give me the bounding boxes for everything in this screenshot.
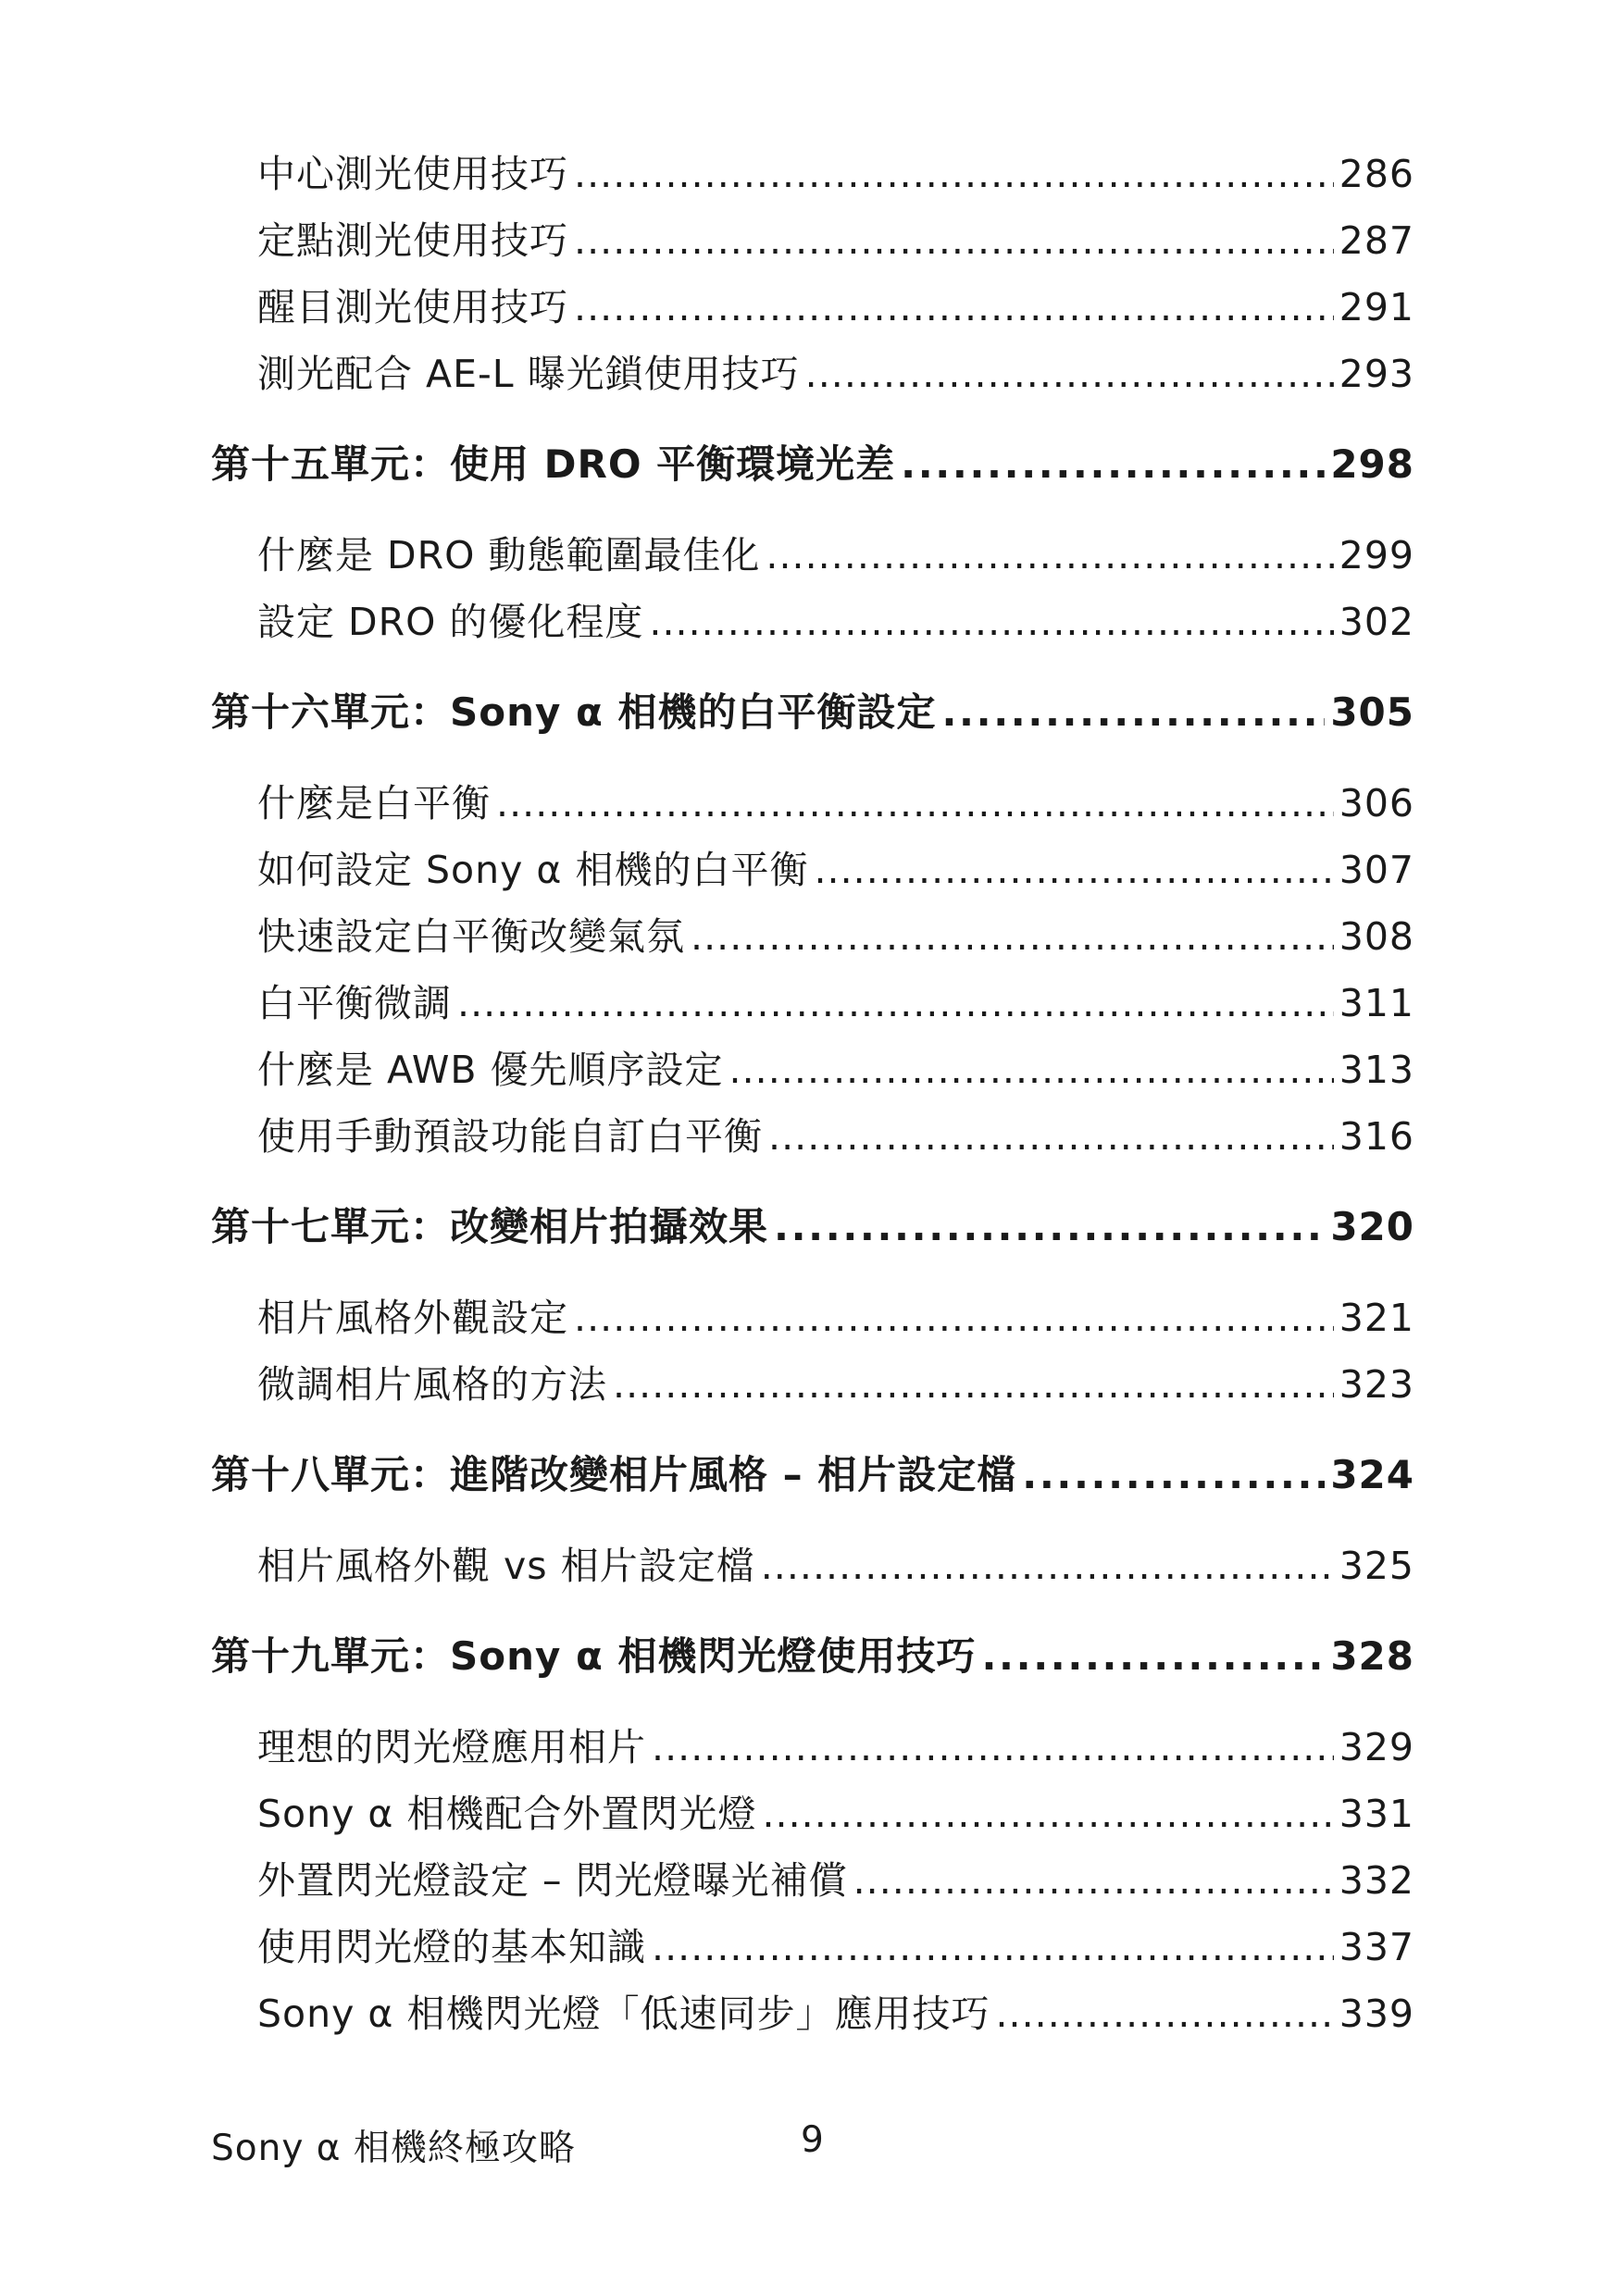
toc-entry-title: 使用手動預設功能自訂白平衡 <box>257 1114 763 1159</box>
toc-entry-page: 323 <box>1339 1362 1414 1407</box>
toc-entry <box>257 1850 1414 1917</box>
toc-entry-title: 使用閃光燈的基本知識 <box>257 1925 646 1969</box>
dot-leader <box>774 1204 1325 1249</box>
dot-leader <box>766 533 1333 577</box>
dot-leader <box>649 600 1333 644</box>
toc-entry <box>257 973 1414 1039</box>
toc-entry-page: 302 <box>1339 600 1414 644</box>
toc-entry-title: 測光配合 AE-L 曝光鎖使用技巧 <box>257 352 800 396</box>
toc-entry <box>257 343 1414 410</box>
toc-entry-title: 快速設定白平衡改變氣氛 <box>257 914 685 959</box>
dot-leader <box>457 981 1334 1025</box>
toc-entry <box>257 143 1414 210</box>
toc-entry <box>257 839 1414 906</box>
dot-leader <box>805 352 1334 396</box>
toc-entry-title: 設定 DRO 的優化程度 <box>257 600 644 644</box>
toc-entry <box>257 1535 1414 1602</box>
toc-entry <box>257 210 1414 277</box>
toc-entry-title: 什麼是白平衡 <box>257 781 491 825</box>
toc-entry-title: 什麼是 DRO 動態範圍最佳化 <box>257 533 761 577</box>
dot-leader <box>613 1362 1334 1407</box>
toc-entry-page: 320 <box>1330 1204 1414 1249</box>
toc-entry-page: 306 <box>1339 781 1414 825</box>
toc-entry <box>257 1783 1414 1850</box>
toc-entry-title: 如何設定 Sony α 相機的白平衡 <box>257 848 809 892</box>
toc-entry <box>257 1039 1414 1106</box>
toc-entry-title: 第十七單元：改變相片拍攝效果 <box>211 1204 769 1249</box>
toc-entry <box>257 1106 1414 1173</box>
toc-entry-page: 316 <box>1339 1114 1414 1159</box>
toc-entry-title: Sony α 相機配合外置閃光燈 <box>257 1792 757 1836</box>
dot-leader <box>574 152 1334 196</box>
footer-page-number: 9 <box>801 2119 824 2161</box>
dot-leader <box>574 285 1334 329</box>
toc-entry-title: 第十五單元：使用 DRO 平衡環境光差 <box>211 441 896 487</box>
dot-leader <box>762 1792 1333 1836</box>
toc-entry-page: 331 <box>1339 1792 1414 1836</box>
toc-entry-page: 325 <box>1339 1544 1414 1588</box>
toc-entry-page: 291 <box>1339 285 1414 329</box>
toc-unit-entry <box>211 434 1414 501</box>
toc-entry-page: 311 <box>1339 981 1414 1025</box>
toc-entry-page: 329 <box>1339 1725 1414 1769</box>
toc-entry-page: 307 <box>1339 848 1414 892</box>
toc-entry-title: 相片風格外觀 vs 相片設定檔 <box>257 1544 755 1588</box>
toc-entry-title: 第十九單元：Sony α 相機閃光燈使用技巧 <box>211 1633 977 1679</box>
toc-entry-page: 339 <box>1339 1992 1414 2036</box>
dot-leader <box>729 1048 1334 1092</box>
toc-entry-page: 287 <box>1339 218 1414 263</box>
dot-leader <box>768 1114 1334 1159</box>
toc-entry <box>257 1717 1414 1783</box>
toc-entry-page: 313 <box>1339 1048 1414 1092</box>
toc-entry-title: 定點測光使用技巧 <box>257 218 568 263</box>
toc-unit-entry <box>211 1626 1414 1693</box>
dot-leader <box>652 1925 1334 1969</box>
toc-entry-title: 第十八單元：進階改變相片風格 – 相片設定檔 <box>211 1452 1017 1497</box>
toc-entry-title: 第十六單元：Sony α 相機的白平衡設定 <box>211 689 937 735</box>
toc-entry-title: 醒目測光使用技巧 <box>257 285 568 329</box>
toc-unit-entry <box>211 1445 1414 1511</box>
footer-book-title: Sony α 相機終極攻略 <box>211 2128 576 2169</box>
table-of-contents <box>211 143 1414 2050</box>
toc-entry <box>257 1354 1414 1421</box>
toc-entry <box>257 525 1414 591</box>
dot-leader <box>574 218 1334 263</box>
dot-leader <box>496 781 1334 825</box>
toc-entry-page: 305 <box>1330 689 1414 735</box>
toc-entry-title: 理想的閃光燈應用相片 <box>257 1725 646 1769</box>
toc-entry-page: 299 <box>1339 533 1414 577</box>
toc-entry <box>257 591 1414 658</box>
toc-unit-entry <box>211 682 1414 749</box>
toc-entry-page: 308 <box>1339 914 1414 959</box>
dot-leader <box>853 1858 1334 1903</box>
dot-leader <box>941 689 1325 735</box>
toc-entry-page: 324 <box>1330 1452 1414 1497</box>
toc-entry-page: 337 <box>1339 1925 1414 1969</box>
dot-leader <box>981 1633 1325 1679</box>
toc-entry-title: 相片風格外觀設定 <box>257 1296 568 1340</box>
toc-entry <box>257 1917 1414 1983</box>
toc-entry-page: 286 <box>1339 152 1414 196</box>
toc-entry <box>257 773 1414 839</box>
toc-entry-page: 332 <box>1339 1858 1414 1903</box>
dot-leader <box>995 1992 1333 2036</box>
toc-entry <box>257 906 1414 973</box>
toc-entry-title: Sony α 相機閃光燈「低速同步」應用技巧 <box>257 1992 990 2036</box>
toc-entry-title: 中心測光使用技巧 <box>257 152 568 196</box>
dot-leader <box>761 1544 1334 1588</box>
toc-entry-title: 微調相片風格的方法 <box>257 1362 607 1407</box>
toc-entry-title: 什麼是 AWB 優先順序設定 <box>257 1048 724 1092</box>
dot-leader <box>652 1725 1334 1769</box>
toc-unit-entry <box>211 1197 1414 1263</box>
dot-leader <box>901 441 1325 487</box>
toc-entry-page: 321 <box>1339 1296 1414 1340</box>
toc-entry <box>257 277 1414 343</box>
dot-leader <box>691 914 1334 959</box>
dot-leader <box>814 848 1333 892</box>
toc-entry-title: 白平衡微調 <box>257 981 452 1025</box>
toc-entry-page: 293 <box>1339 352 1414 396</box>
toc-entry <box>257 1287 1414 1354</box>
toc-entry-title: 外置閃光燈設定 – 閃光燈曝光補償 <box>257 1858 848 1903</box>
dot-leader <box>574 1296 1334 1340</box>
dot-leader <box>1022 1452 1325 1497</box>
toc-entry-page: 298 <box>1330 441 1414 487</box>
toc-entry-page: 328 <box>1330 1633 1414 1679</box>
toc-entry <box>257 1983 1414 2050</box>
